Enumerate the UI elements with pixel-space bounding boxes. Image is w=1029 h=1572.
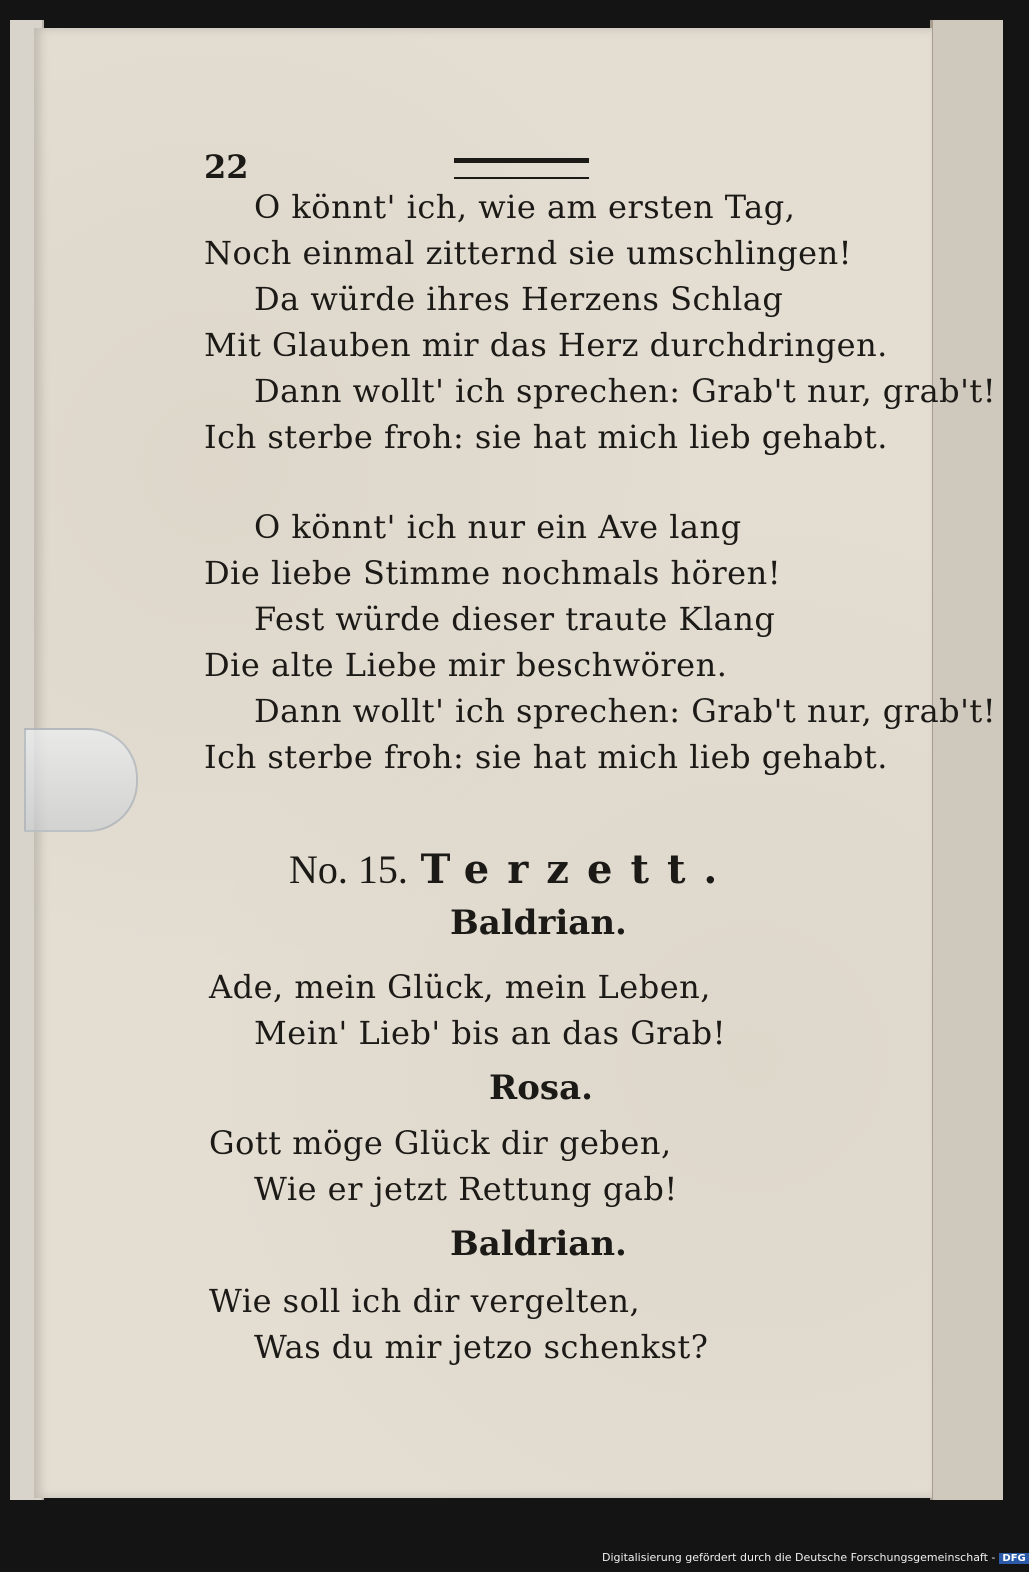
dialogue-line: Gott möge Glück dir geben, bbox=[209, 1124, 672, 1162]
page-header bbox=[204, 148, 764, 188]
verse-line: Die alte Liebe mir beschwören. bbox=[204, 646, 728, 684]
verse-line: Noch einmal zitternd sie umschlingen! bbox=[204, 234, 853, 272]
verse-line: Dann wollt' ich sprechen: Grab't nur, grab't! bbox=[254, 372, 997, 410]
verse-line: Ich sterbe froh: sie hat mich lieb gehabt. bbox=[204, 738, 888, 776]
dialogue-line: Wie er jetzt Rettung gab! bbox=[254, 1170, 678, 1208]
speaker-name: Rosa. bbox=[489, 1068, 593, 1108]
verse-line: O könnt' ich nur ein Ave lang bbox=[254, 508, 742, 546]
dialogue-line: Wie soll ich dir vergelten, bbox=[209, 1282, 641, 1320]
speaker-name: Baldrian. bbox=[450, 903, 627, 943]
verse-line: Mit Glauben mir das Herz durchdringen. bbox=[204, 326, 888, 364]
verse-line: O könnt' ich, wie am ersten Tag, bbox=[254, 188, 796, 226]
digitization-credit bbox=[602, 1551, 1029, 1564]
book-page bbox=[34, 28, 997, 1498]
dialogue-line: Mein' Lieb' bis an das Grab! bbox=[254, 1014, 726, 1052]
verse-line: Die liebe Stimme nochmals hören! bbox=[204, 554, 782, 592]
section-number: No. 15. bbox=[289, 847, 408, 892]
book-cover-right bbox=[930, 20, 1003, 1500]
verse-line: Fest würde dieser traute Klang bbox=[254, 600, 776, 638]
speaker-name: Baldrian. bbox=[450, 1224, 627, 1264]
section-title: Terzett. bbox=[420, 846, 736, 893]
dialogue-line: Ade, mein Glück, mein Leben, bbox=[209, 968, 711, 1006]
dfg-logo: DFG bbox=[999, 1553, 1028, 1564]
page-number: 22 bbox=[204, 148, 249, 186]
verse-line: Da würde ihres Herzens Schlag bbox=[254, 280, 784, 318]
verse-line: Ich sterbe froh: sie hat mich lieb gehabt. bbox=[204, 418, 888, 456]
section-heading bbox=[289, 846, 735, 893]
verse-line: Dann wollt' ich sprechen: Grab't nur, grab't! bbox=[254, 692, 997, 730]
credit-text: Digitalisierung gefördert durch die Deutsche Forschungsgemeinschaft - bbox=[602, 1551, 996, 1564]
dialogue-line: Was du mir jetzo schenkst? bbox=[254, 1328, 709, 1366]
page-clip bbox=[24, 728, 138, 832]
header-rule bbox=[454, 158, 589, 179]
